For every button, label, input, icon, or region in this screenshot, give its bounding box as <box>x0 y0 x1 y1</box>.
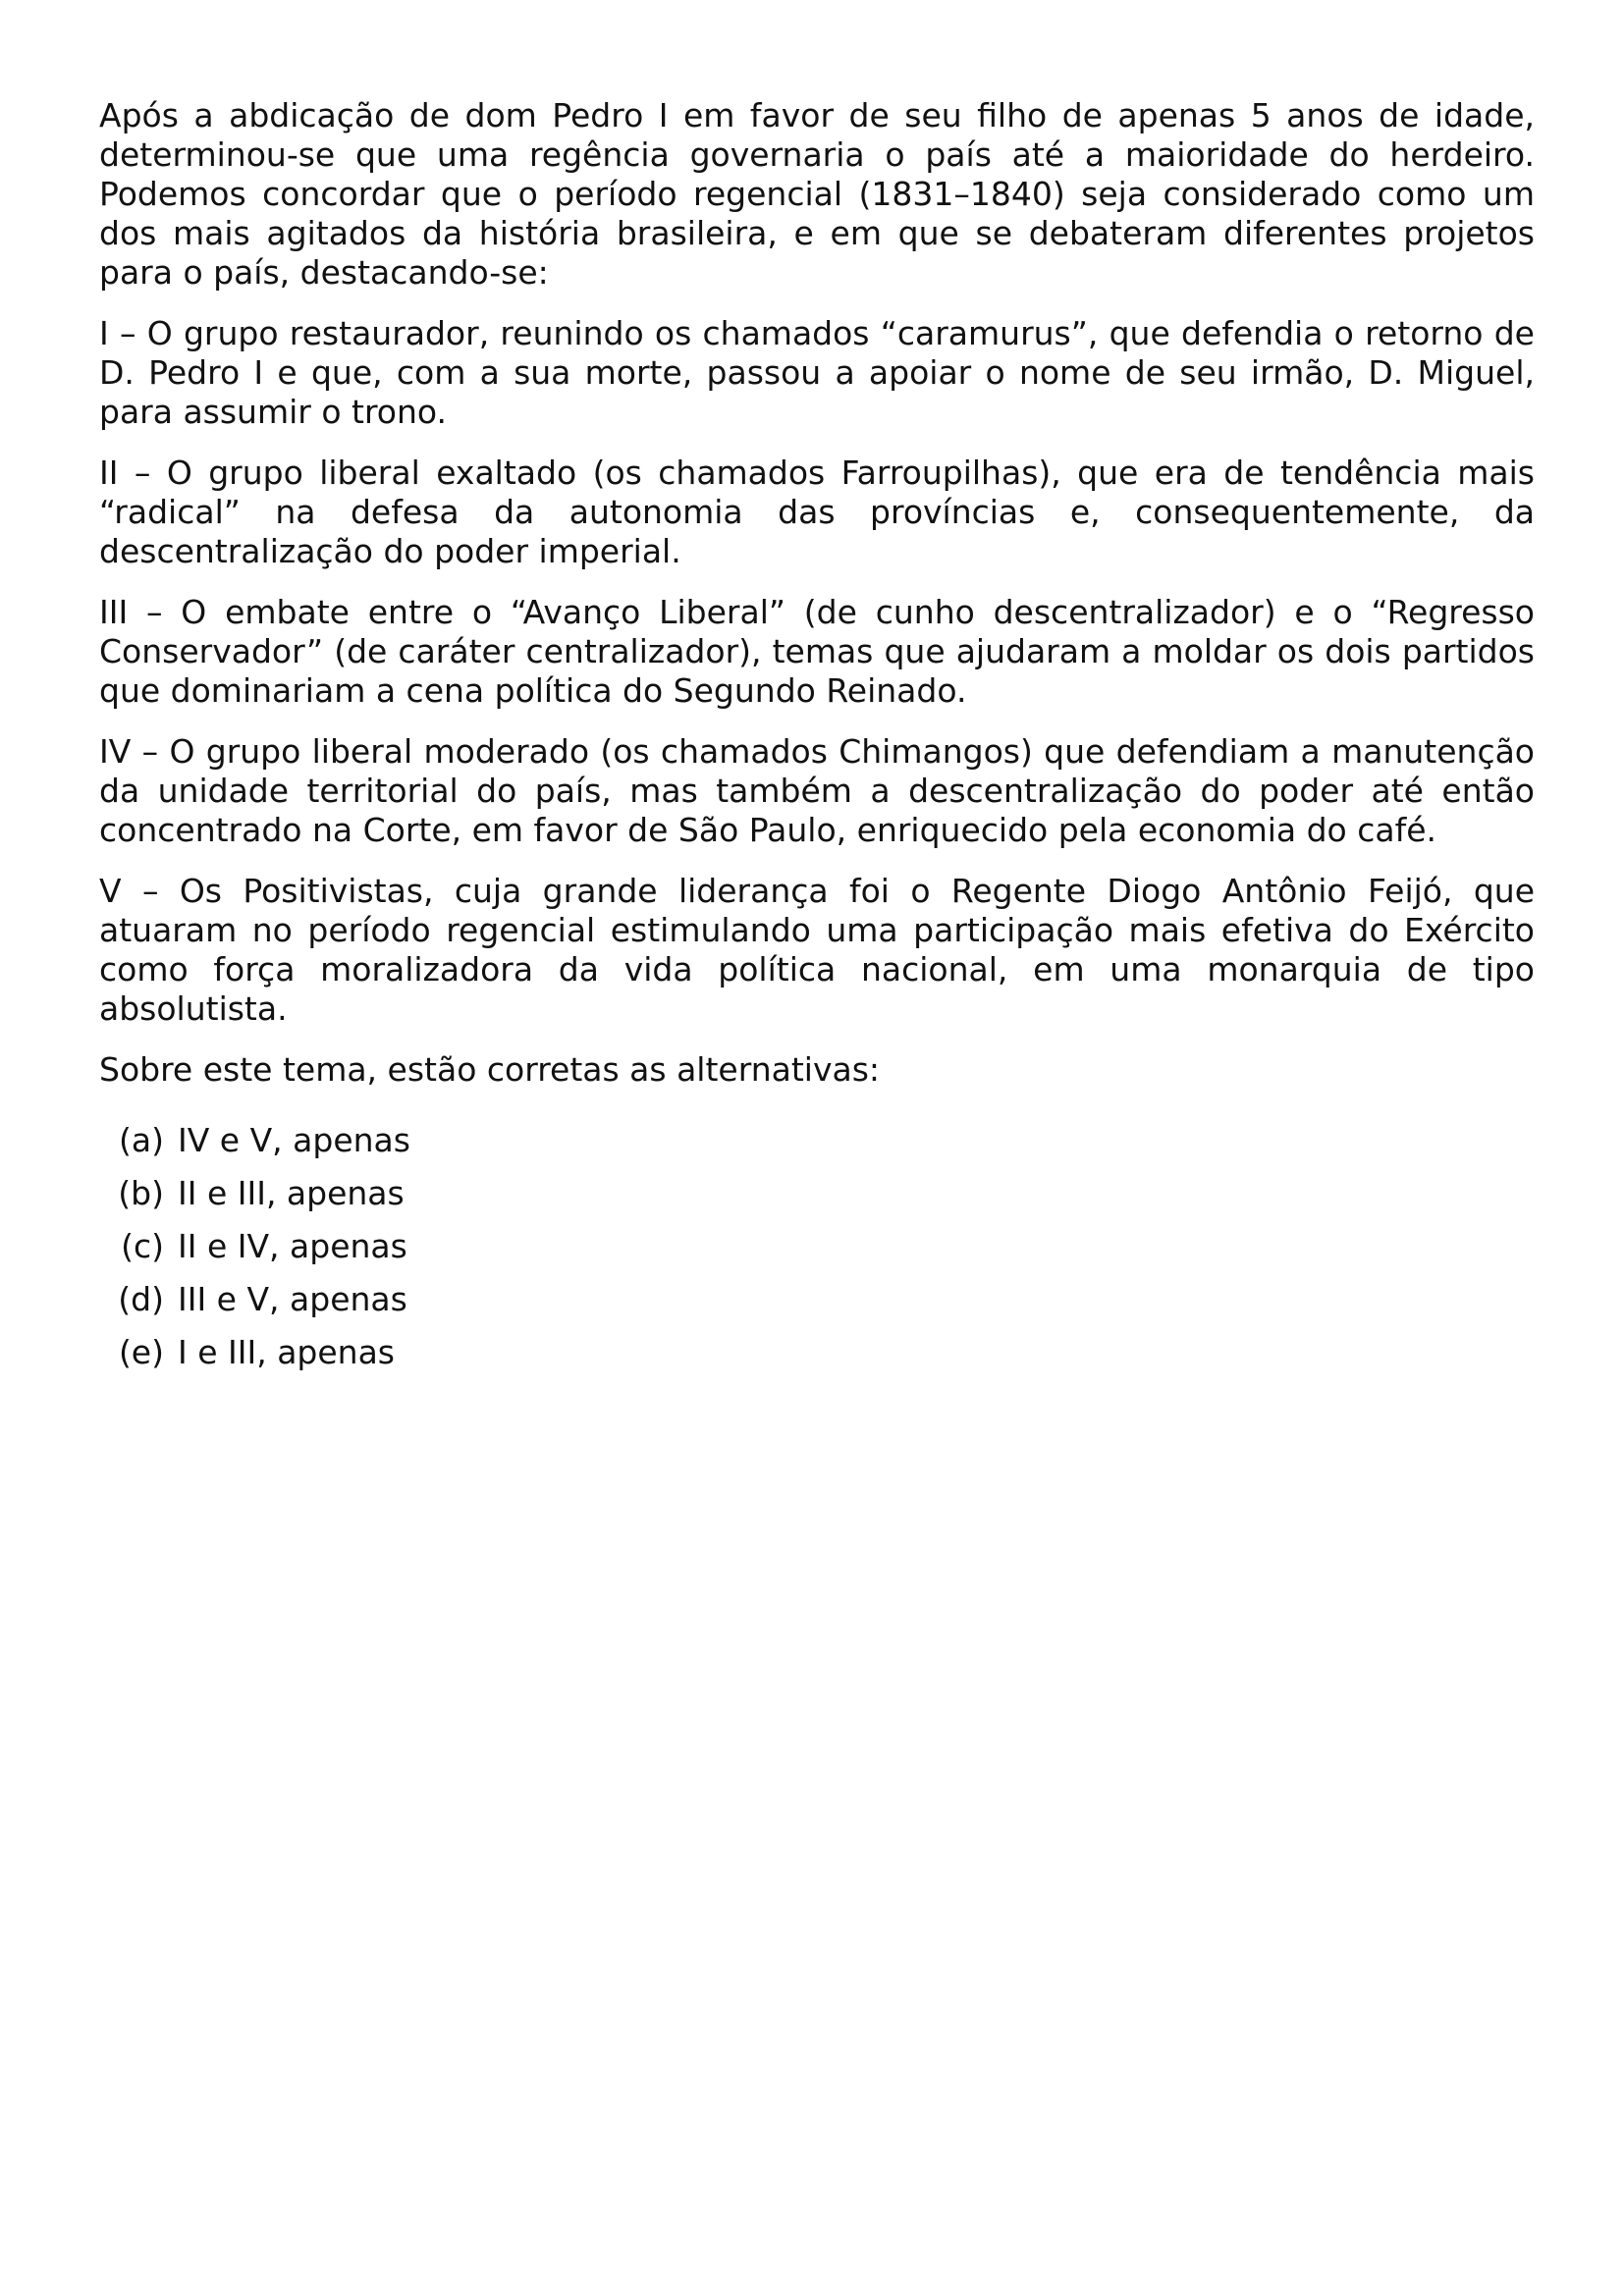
option-a[interactable] <box>99 1121 1535 1174</box>
option-letter: (c) <box>121 1227 164 1265</box>
option-letter: (a) <box>119 1121 164 1159</box>
option-text: I e III, apenas <box>178 1333 395 1371</box>
option-letter: (d) <box>118 1280 164 1318</box>
option-text: III e V, apenas <box>178 1280 407 1318</box>
option-e[interactable] <box>99 1333 1535 1386</box>
statement-iv: IV – O grupo liberal moderado (os chamados Chimangos) que defendiam a manutenção da unidade territorial do país, mas também a descentralização do poder até então concentrado na Corte, em favor de São Paulo, enriquecido pela economia do café. <box>99 732 1535 849</box>
statement-iii: III – O embate entre o “Avanço Liberal” (de cunho descentralizador) e o “Regresso Conservador” (de caráter centralizador), temas que ajudaram a moldar os dois partidos que dominariam a cena política do Segundo Reinado. <box>99 593 1535 710</box>
option-text: II e III, apenas <box>178 1174 405 1212</box>
question-page <box>99 96 1535 1386</box>
question-prompt: Sobre este tema, estão corretas as alternativas: <box>99 1050 881 1089</box>
option-letter: (e) <box>118 1333 164 1371</box>
statement-v: V – Os Positivistas, cuja grande liderança foi o Regente Diogo Antônio Feijó, que atuaram no período regencial estimulando uma participação mais efetiva do Exército como força moralizadora da vida política nacional, em uma monarquia de tipo absolutista. <box>99 872 1535 1028</box>
statement-ii: II – O grupo liberal exaltado (os chamados Farroupilhas), que era de tendência mais “radical” na defesa da autonomia das províncias e, consequentemente, da descentralização do poder imperial. <box>99 454 1535 570</box>
option-text: IV e V, apenas <box>178 1121 410 1159</box>
answer-options <box>99 1121 1535 1386</box>
option-c[interactable] <box>99 1227 1535 1280</box>
option-d[interactable] <box>99 1280 1535 1333</box>
option-letter: (b) <box>118 1174 164 1212</box>
question-intro: Após a abdicação de dom Pedro I em favor de seu filho de apenas 5 anos de idade, determinou-se que uma regência governaria o país até a maioridade do herdeiro. Podemos concordar que o período regencial (1831–1840) seja considerado como um dos mais agitados da história brasileira, e em que se debateram diferentes projetos para o país, destacando-se: <box>99 96 1535 292</box>
option-text: II e IV, apenas <box>178 1227 407 1265</box>
option-b[interactable] <box>99 1174 1535 1227</box>
statement-i: I – O grupo restaurador, reunindo os chamados “caramurus”, que defendia o retorno de D. Pedro I e que, com a sua morte, passou a apoiar o nome de seu irmão, D. Miguel, para assumir o trono. <box>99 314 1535 431</box>
